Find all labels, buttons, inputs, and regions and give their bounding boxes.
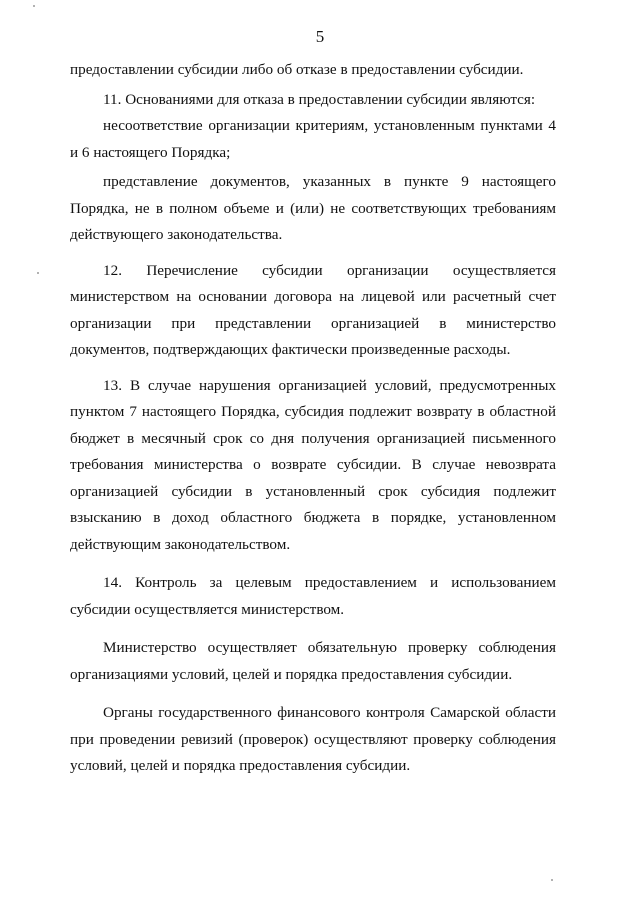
page-number: 5 [315, 27, 325, 46]
paragraph-financial-control: Органы государственного финансового контроля Самарской области при проведении ревизий (проверок) осуществляют проверку соблюдения условий, целей и порядка предоставления субсидии. [70, 704, 556, 774]
document-body [70, 57, 556, 780]
paragraph-ground-documents: представление документов, указанных в пункте 9 настоящего Порядка, не в полном объеме и (или) не соответствующих требованиям действующего законодательства. [70, 173, 556, 243]
scan-mark [37, 272, 39, 274]
paragraph-item-14: 14. Контроль за целевым предоставлением и использованием субсидии осуществляется министерством. [70, 574, 556, 618]
paragraph-continuation: предоставлении субсидии либо об отказе в предоставлении субсидии. [70, 61, 524, 78]
paragraph-item-12: 12. Перечисление субсидии организации осуществляется министерством на основании договора на лицевой или расчетный счет организации при представлении организацией в министерство документов, подтверждающих фактически произведенные расходы. [70, 261, 556, 358]
scan-mark [551, 879, 553, 881]
paragraph-ground-criteria: несоответствие организации критериям, установленным пунктами 4 и 6 настоящего Порядка; [70, 117, 556, 161]
paragraph-item-13: 13. В случае нарушения организацией условий, предусмотренных пунктом 7 настоящего Порядка, субсидия подлежит возврату в областной бюджет в месячный срок со дня получения организацией письменного требования министерства о возврате субсидии. В случае невозврата организацией субсидии в установленный срок субсидия подлежит взысканию в доход областного бюджета в порядке, установленном действующим законодательством. [70, 376, 556, 553]
scan-mark [33, 5, 35, 7]
paragraph-ministry-check: Министерство осуществляет обязательную проверку соблюдения организациями условий, целей и порядка предоставления субсидии. [70, 639, 556, 683]
paragraph-item-11: 11. Основаниями для отказа в предоставлении субсидии являются: [103, 90, 536, 108]
